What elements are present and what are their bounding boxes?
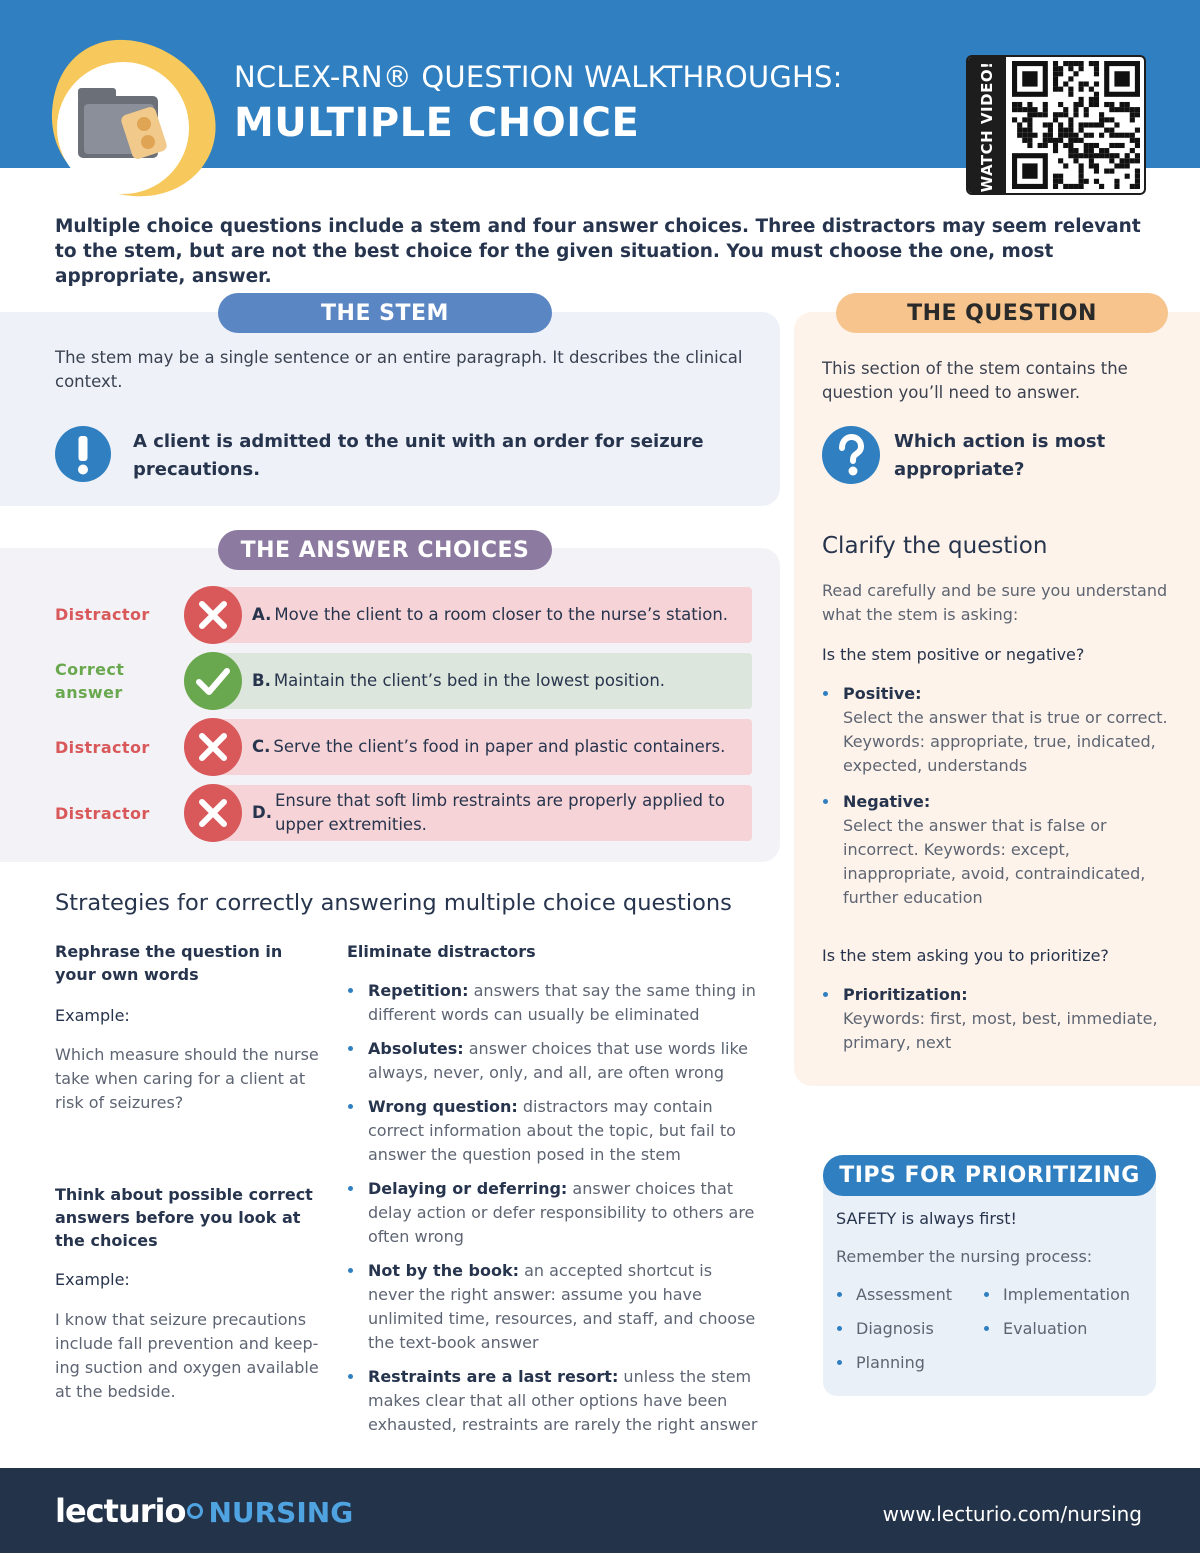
- question-mark-icon: [822, 426, 880, 484]
- list-item: Implementation: [983, 1283, 1143, 1307]
- list-item: Wrong question: distractors may contain correct information about the topic, but fail to answer the question posed in the stem: [347, 1095, 762, 1167]
- stem-heading: THE STEM: [218, 293, 552, 333]
- list-item: Absolutes: answer choices that use words like always, never, only, and all, are often wrong: [347, 1037, 762, 1085]
- answer-d-label: Distractor: [55, 804, 150, 823]
- example-label: Example:: [55, 1006, 130, 1025]
- x-mark-icon: [184, 586, 242, 644]
- header-subtitle: NCLEX-RN® QUESTION WALKTHROUGHS:: [234, 60, 843, 94]
- stem-example: A client is admitted to the unit with an order for seizure precautions.: [133, 431, 704, 480]
- x-mark-icon: [184, 784, 242, 842]
- list-item: Prioritization: Keywords: first, most, best, immediate, primary, next: [822, 983, 1172, 1055]
- answer-d-text: Ensure that soft limb restraints are properly applied to upper extremities.: [274, 791, 725, 834]
- list-item: Not by the book: an accepted shortcut is never the right answer: assume you have unlimited time, resources, and staff, and choose the text-book answer: [347, 1259, 762, 1355]
- footer-url-link[interactable]: www.lecturio.com/nursing: [882, 1502, 1142, 1526]
- answer-b-text: Maintain the client’s bed in the lowest position.: [273, 671, 666, 690]
- answer-c-text: Serve the client’s food in paper and plastic containers.: [273, 737, 726, 756]
- list-item: Restraints are a last resort: unless the stem makes clear that all other options have been exhausted, restraints are rarely the right answer: [347, 1365, 762, 1437]
- nursing-process-list: [836, 1283, 1146, 1375]
- answer-a: [212, 587, 752, 643]
- tips-content: [836, 1207, 1146, 1375]
- answer-c-letter: C.: [252, 737, 271, 756]
- example-label: Example:: [55, 1270, 130, 1289]
- eliminate-list: [347, 979, 762, 1437]
- answer-b-letter: B.: [252, 671, 271, 690]
- qr-video-link[interactable]: [966, 55, 1146, 195]
- answer-a-label: Distractor: [55, 605, 150, 624]
- list-item: Planning: [836, 1351, 983, 1375]
- brand-logo[interactable]: [55, 1492, 353, 1530]
- pos-neg-list: [822, 682, 1172, 910]
- answer-c: [212, 719, 752, 775]
- strategies-left-column: [55, 940, 320, 1404]
- tips-safety: SAFETY is always first!: [836, 1209, 1017, 1228]
- answer-d-letter: D.: [252, 803, 272, 822]
- question-example: Which action is most appropriate?: [894, 431, 1106, 480]
- think-heading: Think about possible correct answers before you look at the choices: [55, 1185, 313, 1250]
- rephrase-heading: Rephrase the question in your own words: [55, 942, 283, 984]
- brand-dot-icon: [187, 1503, 203, 1519]
- think-example: I know that seizure precautions include fall prevention and keep-ing suction and oxygen available at the bedside.: [55, 1310, 319, 1401]
- exclamation-icon: [55, 426, 111, 482]
- check-mark-icon: [184, 652, 242, 710]
- qr-tab: [968, 57, 1006, 195]
- answer-c-label: Distractor: [55, 738, 150, 757]
- answers-heading: THE ANSWER CHOICES: [218, 530, 552, 570]
- x-mark-icon: [184, 718, 242, 776]
- prioritize-list: [822, 983, 1172, 1055]
- folder-logo-icon: [48, 38, 218, 198]
- answer-a-text: Move the client to a room closer to the nurse’s station.: [274, 605, 729, 624]
- brand-main: lecturio: [55, 1492, 186, 1530]
- list-item: Delaying or deferring: answer choices that delay action or defer responsibility to others are often wrong: [347, 1177, 762, 1249]
- brand-sub: NURSING: [208, 1496, 354, 1529]
- strategies-mid-column: [347, 940, 762, 1437]
- list-item: Evaluation: [983, 1317, 1143, 1341]
- clarify-column: [822, 579, 1172, 1055]
- qr-code-icon[interactable]: [1012, 61, 1140, 189]
- rephrase-example: Which measure should the nurse take when caring for a client at risk of seizures?: [55, 1045, 319, 1112]
- clarify-text: Read carefully and be sure you understand what the stem is asking:: [822, 581, 1168, 624]
- list-item: Repetition: answers that say the same thing in different words can usually be eliminated: [347, 979, 762, 1027]
- answer-b-label: Correct answer: [55, 660, 125, 702]
- prioritize-question: Is the stem asking you to prioritize?: [822, 946, 1109, 965]
- intro-text: Multiple choice questions include a stem and four answer choices. Three distractors may seem relevant to the stem, but are not the best choice for the given situation. You must choose the one, most appropriate, answer.: [55, 216, 1141, 287]
- tips-heading: TIPS FOR PRIORITIZING: [823, 1155, 1156, 1196]
- answer-b: [212, 653, 752, 709]
- header-title: MULTIPLE CHOICE: [234, 100, 640, 146]
- question-heading: THE QUESTION: [836, 293, 1168, 333]
- list-item: Assessment: [836, 1283, 983, 1307]
- stem-description: The stem may be a single sentence or an entire paragraph. It describes the clinical context.: [55, 348, 743, 391]
- pos-neg-question: Is the stem positive or negative?: [822, 645, 1085, 664]
- list-item: Positive: Select the answer that is true or correct. Keywords: appropriate, true, indicated, expected, understands: [822, 682, 1172, 778]
- list-item: Negative: Select the answer that is false or incorrect. Keywords: except, inappropriate, avoid, contraindicated, further education: [822, 790, 1172, 910]
- strategies-title: Strategies for correctly answering multiple choice questions: [55, 890, 732, 916]
- list-item: Diagnosis: [836, 1317, 983, 1341]
- clarify-title: Clarify the question: [822, 533, 1048, 559]
- question-description: This section of the stem contains the question you’ll need to answer.: [822, 359, 1128, 402]
- tips-remember: Remember the nursing process:: [836, 1247, 1093, 1266]
- answer-a-letter: A.: [252, 605, 272, 624]
- qr-label: WATCH VIDEO!: [978, 61, 996, 193]
- eliminate-heading: Eliminate distractors: [347, 942, 536, 961]
- answer-d: [212, 785, 752, 841]
